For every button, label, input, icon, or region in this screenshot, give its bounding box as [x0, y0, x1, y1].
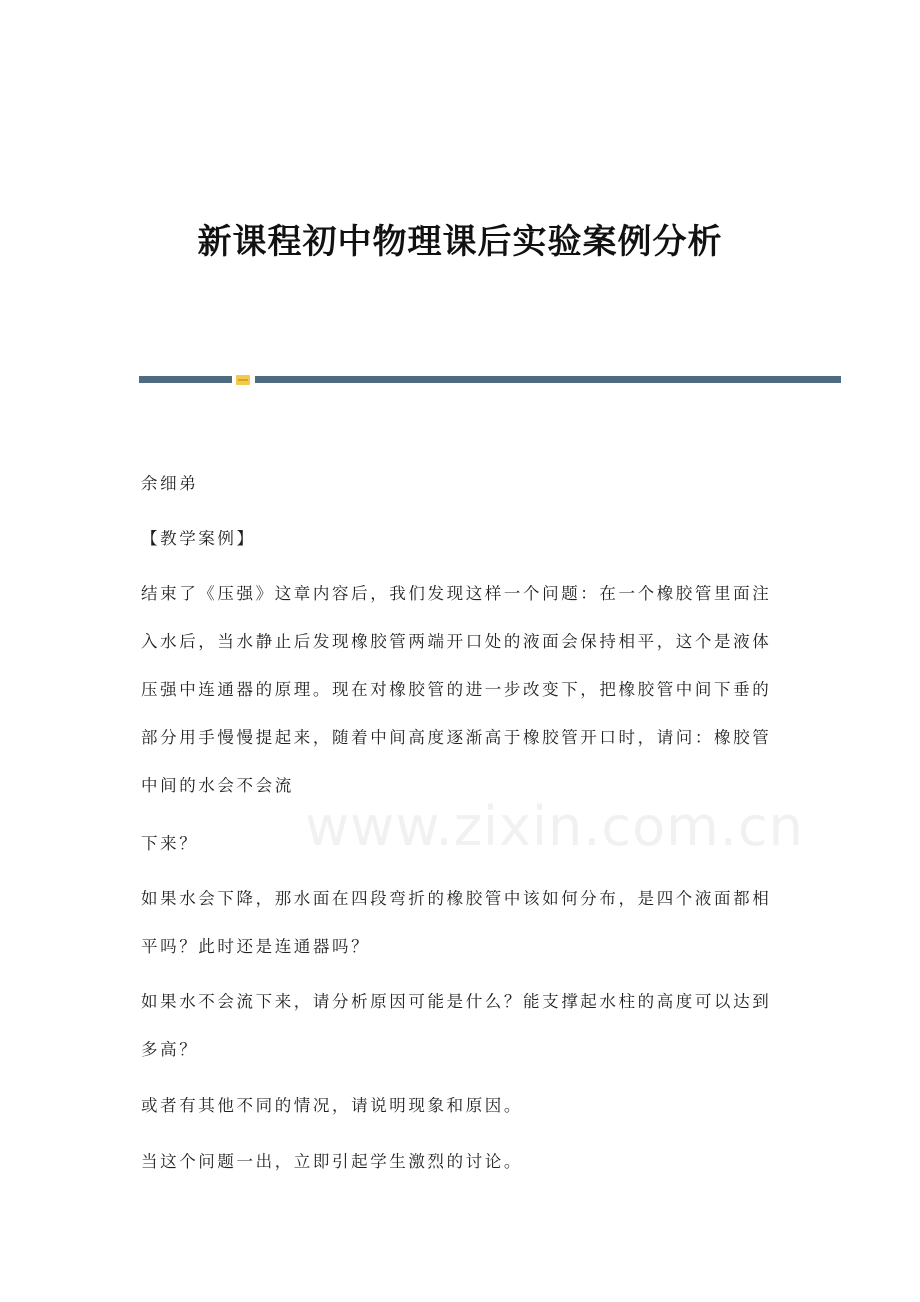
divider-marker-icon	[236, 375, 250, 385]
watermark: www.zixin.com.cn	[305, 795, 804, 858]
divider-bar-right	[255, 376, 841, 383]
title-divider	[139, 375, 841, 385]
paragraph-text: 或者有其他不同的情况，请说明现象和原因。	[141, 1096, 523, 1115]
document-title: 新课程初中物理课后实验案例分析	[197, 222, 723, 262]
paragraph-4	[141, 978, 776, 1074]
paragraph-text: 下来？	[141, 834, 199, 853]
paragraph-text: 结束了《压强》这章内容后，我们发现这样一个问题：在一个橡胶管里面注入水后，当水静止后发现橡胶管两端开口处的液面会保持相平，这个是液体压强中连通器的原理。现在对橡胶管的进一步改变下，把橡胶管中间下垂的部分用手慢慢提起来，随着中间高度逐渐高于橡胶管开口时，请问：橡胶管中间的水会不会流	[141, 584, 772, 795]
paragraph-2	[141, 820, 776, 868]
section-heading	[141, 515, 776, 563]
paragraph-3	[141, 875, 776, 971]
paragraph-1	[141, 570, 776, 810]
paragraph-6	[141, 1138, 776, 1186]
section-heading-text: 【教学案例】	[141, 529, 256, 548]
paragraph-text: 如果水不会流下来，请分析原因可能是什么？能支撑起水柱的高度可以达到多高？	[141, 992, 772, 1059]
paragraph-text: 当这个问题一出，立即引起学生激烈的讨论。	[141, 1152, 523, 1171]
paragraph-5	[141, 1082, 776, 1130]
divider-bar-left	[139, 376, 232, 383]
author-name	[141, 460, 776, 508]
author-text: 余细弟	[141, 474, 199, 493]
paragraph-text: 如果水会下降，那水面在四段弯折的橡胶管中该如何分布，是四个液面都相平吗？此时还是连通器吗？	[141, 889, 772, 956]
